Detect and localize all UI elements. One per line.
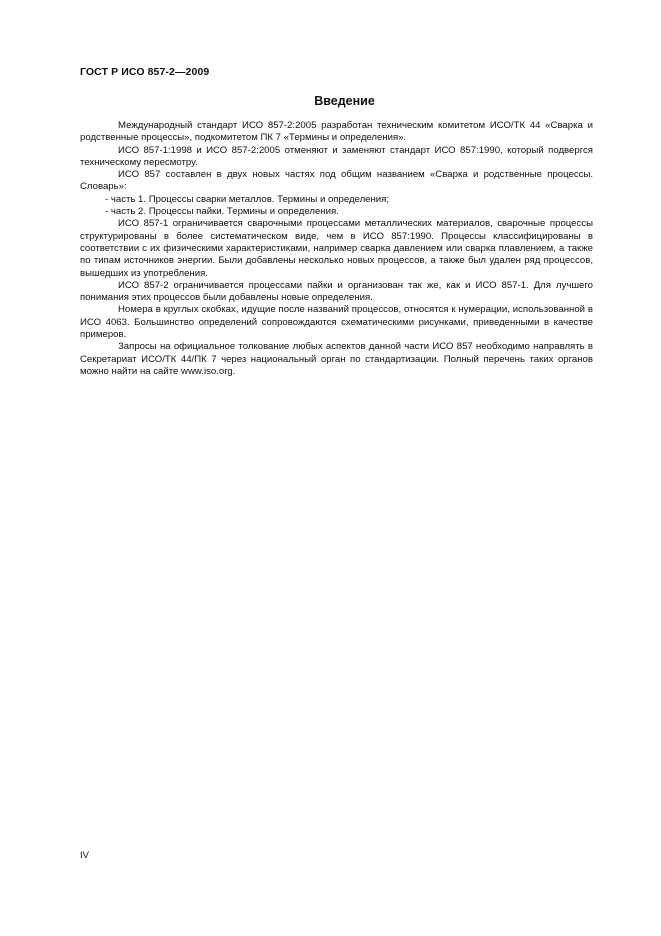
paragraph: Запросы на официальное толкование любых аспектов данной части ИСО 857 необходимо направлять в Секретариат ИСО/ТК 44/ПК 7 через национальный орган по стандартизации. Полный перечень таких органов можно найти на сайте www.iso.org. bbox=[80, 341, 593, 377]
page-number: IV bbox=[80, 850, 89, 861]
paragraph: Международный стандарт ИСО 857-2:2005 разработан техническим комитетом ИСО/ТК 44 «Сварка и родственные процессы», подкомитетом ПК 7 «Термины и определения». bbox=[80, 120, 593, 144]
paragraph: ИСО 857-2 ограничивается процессами пайки и организован так же, как и ИСО 857-1. Для лучшего понимания этих процессов были добавлены новые определения. bbox=[80, 279, 593, 304]
list-item: - часть 2. Процессы пайки. Термины и определения. bbox=[105, 206, 339, 218]
introduction-body bbox=[80, 120, 593, 378]
paragraph: ИСО 857-1 ограничивается сварочными процессами металлических материалов, сварочные процессы структурированы в более систематическом виде, чем в ИСО 857:1990. Процессы классифицированы в соответствии с их физическими характеристиками, например сварка давлением или сварка плавлением, а также по типам источников энергии. Были добавлены несколько новых процессов, а также был удален ряд процессов, вышедших из употребления. bbox=[80, 218, 593, 279]
document-header: ГОСТ Р ИСО 857-2—2009 bbox=[80, 66, 210, 78]
section-title: Введение bbox=[314, 94, 375, 108]
paragraph: ИСО 857-1:1998 и ИСО 857-2:2005 отменяют и заменяют стандарт ИСО 857:1990, который подвергся техническому пересмотру. bbox=[80, 144, 593, 168]
list-item: - часть 1. Процессы сварки металлов. Термины и определения; bbox=[105, 193, 390, 205]
paragraph: ИСО 857 составлен в двух новых частях под общим названием «Сварка и родственные процессы. Словарь»: bbox=[80, 169, 593, 193]
paragraph: Номера в круглых скобках, идущие после названий процессов, относятся к нумерации, использованной в ИСО 4063. Большинство определений сопровождаются схематическими рисунками, приведенными в качестве примеров. bbox=[80, 304, 593, 341]
